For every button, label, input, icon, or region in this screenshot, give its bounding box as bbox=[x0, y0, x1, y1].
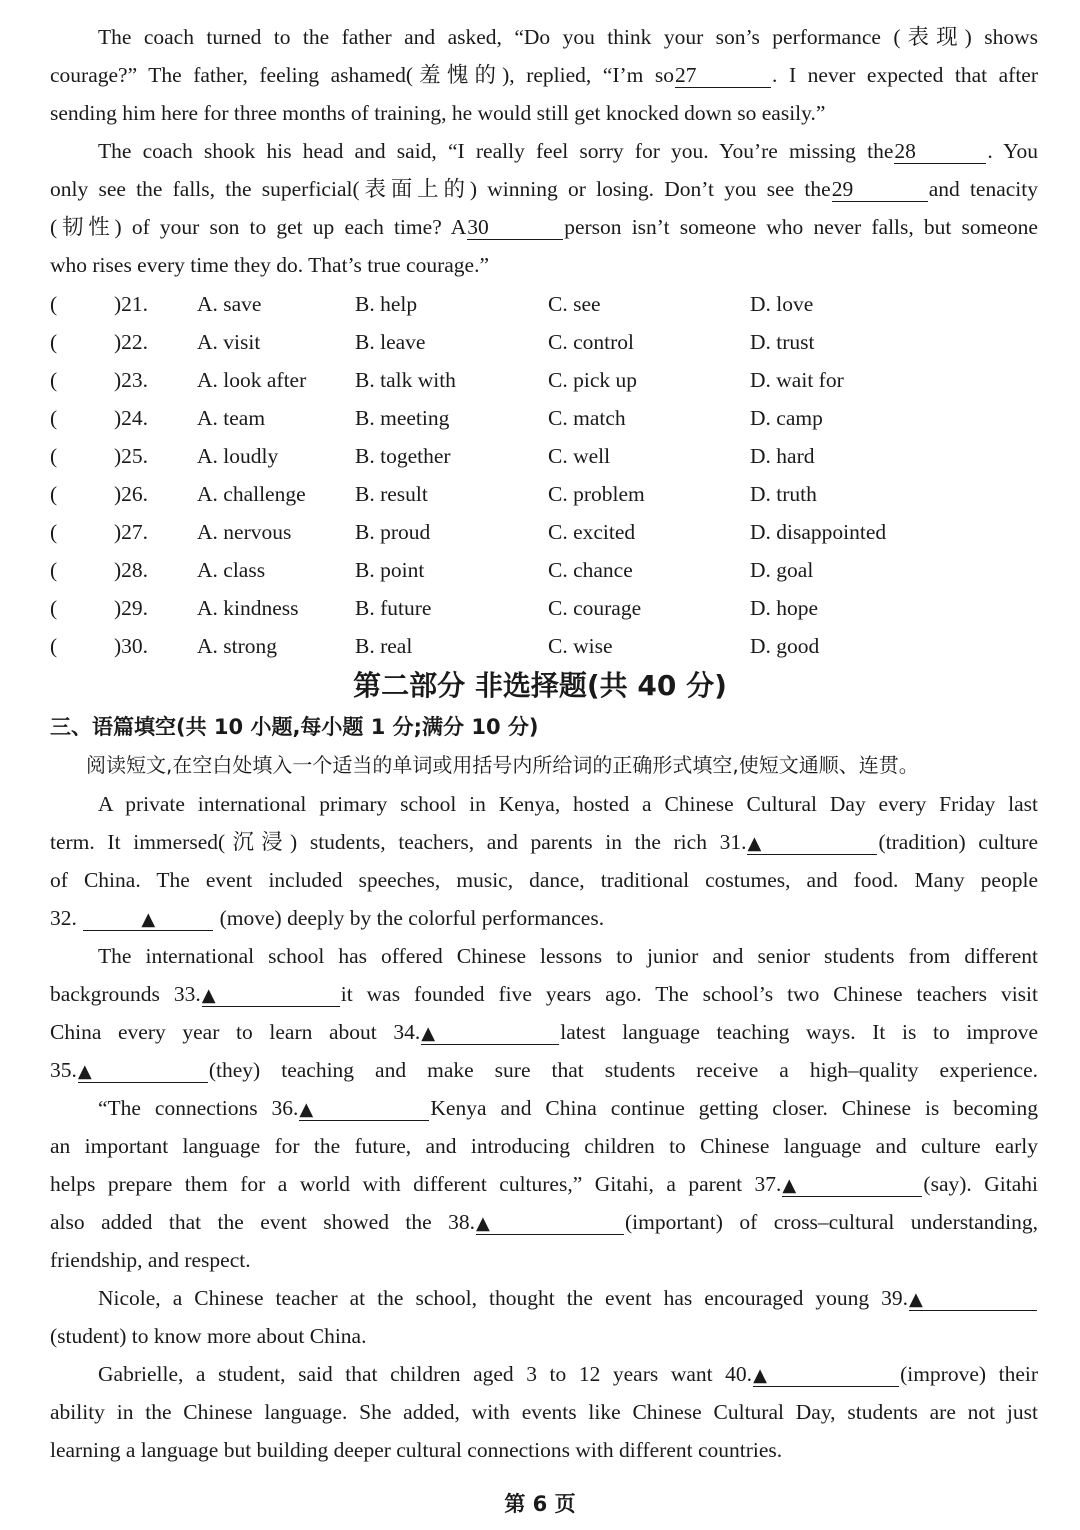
option-d: D. wait for bbox=[750, 368, 844, 392]
option-b: B. real bbox=[355, 634, 413, 658]
option-a: A. strong bbox=[197, 634, 278, 658]
passage-text: Nicole, a Chinese teacher at the school, thought the event has encouraged young 39. bbox=[98, 1286, 908, 1310]
option-a: A. visit bbox=[197, 330, 261, 354]
passage-text: (they) teaching and make sure that students receive a high–quality experience. bbox=[208, 1058, 1038, 1082]
passage-text: Kenya and China continue getting closer. Chinese is becoming bbox=[430, 1096, 1039, 1120]
option-c: C. control bbox=[548, 330, 634, 354]
passage-text: “The connections 36. bbox=[98, 1096, 299, 1120]
passage-text: and tenacity bbox=[928, 177, 1039, 201]
blank-marker-icon: ▲ bbox=[201, 985, 216, 1006]
passage-text: . You bbox=[987, 139, 1039, 163]
option-d: D. hope bbox=[750, 596, 819, 620]
question-number: )24. bbox=[114, 406, 149, 430]
answer-blank-29[interactable] bbox=[832, 175, 928, 202]
page-number: 第 6 页 bbox=[504, 1492, 576, 1516]
passage-text: backgrounds 33. bbox=[50, 982, 201, 1006]
passage-text: learning a language but building deeper cultural connections with different countries. bbox=[50, 1438, 783, 1462]
answer-paren[interactable]: ( bbox=[50, 520, 58, 544]
option-a: A. class bbox=[197, 558, 266, 582]
question-number: )27. bbox=[114, 520, 149, 544]
passage-text: (move) deeply by the colorful performances. bbox=[219, 906, 605, 930]
blank-marker-icon: ▲ bbox=[909, 1289, 923, 1310]
passage-text: Gabrielle, a student, said that children aged 3 to 12 years want 40. bbox=[98, 1362, 753, 1386]
passage-text: The coach shook his head and said, “I really feel sorry for you. You’re missing the bbox=[98, 139, 894, 163]
option-d: D. goal bbox=[750, 558, 814, 582]
choice-row-22 bbox=[50, 323, 1038, 361]
passage-text: only see the falls, the superficial(表面上的) winning or losing. Don’t you see the bbox=[50, 177, 831, 201]
option-d: D. hard bbox=[750, 444, 815, 468]
passage-text: an important language for the future, and introducing children to Chinese language and culture early bbox=[50, 1134, 1038, 1158]
passage-bottom-line bbox=[50, 1393, 1038, 1431]
passage-bottom-line bbox=[50, 1203, 1038, 1241]
answer-blank-28[interactable] bbox=[894, 137, 986, 164]
passage-text: latest language teaching ways. It is to improve bbox=[560, 1020, 1038, 1044]
option-d: D. love bbox=[750, 292, 814, 316]
answer-paren[interactable]: ( bbox=[50, 330, 58, 354]
option-c: C. well bbox=[548, 444, 611, 468]
passage-text: The international school has offered Chinese lessons to junior and senior students from different bbox=[98, 944, 1038, 968]
passage-text: ability in the Chinese language. She added, with events like Chinese Cultural Day, students are not just bbox=[50, 1400, 1038, 1424]
answer-blank-33[interactable] bbox=[202, 980, 340, 1007]
answer-paren[interactable]: ( bbox=[50, 406, 58, 430]
choice-row-25 bbox=[50, 437, 1038, 475]
option-b: B. help bbox=[355, 292, 418, 316]
passage-bottom-line bbox=[50, 1431, 1038, 1469]
passage-text: person isn’t someone who never falls, but someone bbox=[564, 215, 1038, 239]
passage-top-line bbox=[98, 18, 1038, 56]
answer-paren[interactable]: ( bbox=[50, 292, 58, 316]
part-two-title: 第二部分 非选择题(共 40 分) bbox=[353, 669, 727, 702]
question-number: )29. bbox=[114, 596, 149, 620]
choice-row-24 bbox=[50, 399, 1038, 437]
answer-blank-39[interactable] bbox=[909, 1284, 1037, 1311]
passage-bottom-line bbox=[50, 1013, 1038, 1051]
answer-paren[interactable]: ( bbox=[50, 634, 58, 658]
passage-text: The coach turned to the father and asked, “Do you think your son’s performance (表现) shows bbox=[98, 25, 1038, 49]
passage-text: friendship, and respect. bbox=[50, 1248, 251, 1272]
passage-top-line bbox=[98, 132, 1038, 170]
answer-blank-27[interactable] bbox=[675, 61, 771, 88]
blank-marker-icon: ▲ bbox=[141, 909, 156, 930]
question-number: )23. bbox=[114, 368, 149, 392]
passage-text: term. It immersed(沉浸) students, teachers, and parents in the rich 31. bbox=[50, 830, 747, 854]
option-b: B. point bbox=[355, 558, 425, 582]
answer-paren[interactable]: ( bbox=[50, 558, 58, 582]
choice-row-28 bbox=[50, 551, 1038, 589]
choice-row-29 bbox=[50, 589, 1038, 627]
option-a: A. save bbox=[197, 292, 262, 316]
option-c: C. courage bbox=[548, 596, 642, 620]
passage-text: courage?” The father, feeling ashamed(羞愧的), replied, “I’m so bbox=[50, 63, 675, 87]
passage-text: A private international primary school in Kenya, hosted a Chinese Cultural Day every Friday last bbox=[98, 792, 1038, 816]
blank-marker-icon: ▲ bbox=[747, 833, 762, 854]
passage-top-line bbox=[50, 94, 1038, 132]
passage-bottom-line bbox=[98, 785, 1038, 823]
option-c: C. chance bbox=[548, 558, 633, 582]
blank-marker-icon: ▲ bbox=[476, 1213, 490, 1234]
passage-top-line bbox=[50, 208, 1038, 246]
passage-bottom-line bbox=[98, 1089, 1038, 1127]
choice-row-21 bbox=[50, 285, 1038, 323]
answer-blank-40[interactable] bbox=[753, 1360, 899, 1387]
passage-bottom-line bbox=[50, 823, 1038, 861]
blank-marker-icon: ▲ bbox=[782, 1175, 797, 1196]
option-d: D. camp bbox=[750, 406, 823, 430]
passage-bottom-line bbox=[98, 1279, 1038, 1317]
passage-text: helps prepare them for a world with different cultures,” Gitahi, a parent 37. bbox=[50, 1172, 782, 1196]
passage-text: (韧性) of your son to get up each time? A bbox=[50, 215, 467, 239]
option-c: C. pick up bbox=[548, 368, 637, 392]
option-b: B. together bbox=[355, 444, 451, 468]
option-d: D. trust bbox=[750, 330, 815, 354]
passage-bottom-line bbox=[98, 937, 1038, 975]
option-a: A. kindness bbox=[197, 596, 299, 620]
question-number: )21. bbox=[114, 292, 149, 316]
question-number: )26. bbox=[114, 482, 149, 506]
option-b: B. leave bbox=[355, 330, 426, 354]
passage-text: . I never expected that after bbox=[772, 63, 1038, 87]
passage-bottom-line bbox=[50, 1317, 1038, 1355]
choice-row-26 bbox=[50, 475, 1038, 513]
passage-top-line bbox=[50, 246, 1038, 284]
answer-blank-31[interactable] bbox=[747, 828, 877, 855]
passage-text: (tradition) culture bbox=[878, 830, 1038, 854]
choice-row-27 bbox=[50, 513, 1038, 551]
option-d: D. disappointed bbox=[750, 520, 887, 544]
option-a: A. team bbox=[197, 406, 266, 430]
passage-bottom-line bbox=[50, 975, 1038, 1013]
blank-number: 27 bbox=[675, 63, 697, 87]
passage-bottom-line bbox=[50, 1127, 1038, 1165]
option-c: C. match bbox=[548, 406, 626, 430]
passage-text: (important) of cross–cultural understanding, bbox=[625, 1210, 1038, 1234]
option-c: C. see bbox=[548, 292, 601, 316]
answer-blank-36[interactable] bbox=[299, 1094, 429, 1121]
option-a: A. challenge bbox=[197, 482, 306, 506]
passage-text: sending him here for three months of training, he would still get knocked down so easily.” bbox=[50, 101, 826, 125]
answer-paren[interactable]: ( bbox=[50, 482, 58, 506]
section-three-title: 三、语篇填空(共 10 小题,每小题 1 分;满分 10 分) bbox=[50, 715, 539, 739]
answer-blank-32[interactable] bbox=[83, 904, 213, 931]
option-c: C. excited bbox=[548, 520, 636, 544]
passage-bottom-line bbox=[50, 1241, 1038, 1279]
option-b: B. meeting bbox=[355, 406, 450, 430]
passage-bottom-line bbox=[50, 899, 1038, 937]
option-a: A. nervous bbox=[197, 520, 292, 544]
blank-number: 28 bbox=[894, 139, 916, 163]
passage-text: who rises every time they do. That’s true courage.” bbox=[50, 253, 490, 277]
option-d: D. good bbox=[750, 634, 820, 658]
passage-text: it was founded five years ago. The school’s two Chinese teachers visit bbox=[340, 982, 1038, 1006]
blank-marker-icon: ▲ bbox=[299, 1099, 314, 1120]
question-number: )25. bbox=[114, 444, 149, 468]
answer-blank-38[interactable] bbox=[476, 1208, 624, 1235]
blank-marker-icon: ▲ bbox=[421, 1023, 436, 1044]
passage-bottom-line bbox=[50, 1165, 1038, 1203]
passage-text: (improve) their bbox=[900, 1362, 1038, 1386]
option-c: C. wise bbox=[548, 634, 613, 658]
question-number: )30. bbox=[114, 634, 149, 658]
passage-text: (say). Gitahi bbox=[923, 1172, 1038, 1196]
answer-paren[interactable]: ( bbox=[50, 596, 58, 620]
passage-text: (student) to know more about China. bbox=[50, 1324, 367, 1348]
answer-paren[interactable]: ( bbox=[50, 368, 58, 392]
passage-text: also added that the event showed the 38. bbox=[50, 1210, 476, 1234]
option-b: B. future bbox=[355, 596, 432, 620]
blank-number: 30 bbox=[467, 215, 489, 239]
answer-paren[interactable]: ( bbox=[50, 444, 58, 468]
answer-blank-34[interactable] bbox=[421, 1018, 559, 1045]
answer-blank-35[interactable] bbox=[78, 1056, 208, 1083]
question-number: )22. bbox=[114, 330, 149, 354]
question-number: )28. bbox=[114, 558, 149, 582]
answer-blank-30[interactable] bbox=[467, 213, 563, 240]
passage-bottom-line bbox=[50, 1051, 1038, 1089]
instruction-text: 阅读短文,在空白处填入一个适当的单词或用括号内所给词的正确形式填空,使短文通顺、连贯。 bbox=[86, 753, 919, 777]
option-d: D. truth bbox=[750, 482, 817, 506]
passage-text: China every year to learn about 34. bbox=[50, 1020, 421, 1044]
option-b: B. talk with bbox=[355, 368, 456, 392]
passage-top-line bbox=[50, 170, 1038, 208]
choice-row-30 bbox=[50, 627, 1038, 665]
option-c: C. problem bbox=[548, 482, 645, 506]
answer-blank-37[interactable] bbox=[782, 1170, 922, 1197]
passage-text: of China. The event included speeches, music, dance, traditional costumes, and food. Many people bbox=[50, 868, 1038, 892]
option-a: A. loudly bbox=[197, 444, 279, 468]
choice-row-23 bbox=[50, 361, 1038, 399]
blank-number: 29 bbox=[831, 177, 854, 201]
blank-marker-icon: ▲ bbox=[77, 1061, 92, 1082]
option-b: B. result bbox=[355, 482, 428, 506]
passage-top-line bbox=[50, 56, 1038, 94]
passage-bottom-line bbox=[98, 1355, 1038, 1393]
passage-bottom-line bbox=[50, 861, 1038, 899]
passage-text: 35. bbox=[50, 1058, 77, 1082]
option-a: A. look after bbox=[197, 368, 307, 392]
blank-marker-icon: ▲ bbox=[753, 1365, 767, 1386]
option-b: B. proud bbox=[355, 520, 431, 544]
passage-text: 32. bbox=[50, 906, 77, 930]
